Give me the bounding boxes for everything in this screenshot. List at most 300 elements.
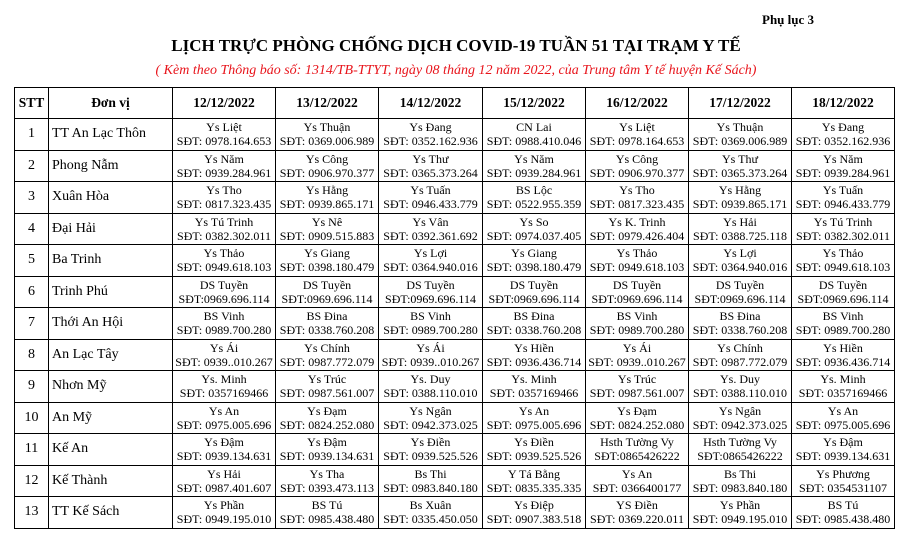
duty-cell <box>586 119 689 151</box>
staff-phone: SĐT: 0939.865.171 <box>279 197 375 212</box>
duty-cell <box>379 497 483 529</box>
row-stt: 13 <box>15 497 49 529</box>
table-row <box>15 150 895 182</box>
duty-cell <box>689 402 792 434</box>
staff-name: Ys Tuấn <box>410 183 451 198</box>
staff-phone: SĐT: 0946.433.779 <box>795 197 891 212</box>
staff-phone: SĐT: 0369.006.989 <box>692 134 788 149</box>
staff-name: Ys Năm <box>204 151 244 166</box>
staff-phone: SĐT: 0817.323.435 <box>589 197 685 212</box>
staff-name: Ys Thảo <box>616 246 658 261</box>
staff-name: Ys Trúc <box>307 372 347 387</box>
duty-cell <box>276 434 379 466</box>
duty-cell <box>173 497 276 529</box>
staff-phone: SĐT: 0985.438.480 <box>279 512 375 527</box>
staff-name: Ys Đậm <box>823 435 863 450</box>
staff-phone: SĐT: 0987.772.079 <box>279 354 375 369</box>
staff-name: Ys Lợi <box>723 246 757 261</box>
duty-cell <box>586 465 689 497</box>
staff-name: Ys Hiền <box>514 340 554 355</box>
row-unit: Kế Thành <box>49 465 173 497</box>
staff-name: Ys Tú Trinh <box>813 214 873 229</box>
staff-name: Bs Thi <box>723 466 757 481</box>
duty-cell <box>792 150 895 182</box>
duty-cell <box>276 182 379 214</box>
table-row <box>15 465 895 497</box>
staff-phone: SĐT: 0978.164.653 <box>176 134 272 149</box>
staff-phone: SĐT: 0364.940.016 <box>383 260 478 275</box>
staff-name: Ys Liệt <box>619 120 655 135</box>
duty-cell <box>379 182 483 214</box>
staff-name: Ys Chính <box>304 340 350 355</box>
staff-name: Ys An <box>621 466 653 481</box>
staff-phone: SĐT: 0987.401.607 <box>176 480 272 495</box>
row-unit: An Lạc Tây <box>49 339 173 371</box>
staff-phone: SĐT: 0388.110.010 <box>383 386 478 401</box>
staff-name: Ys Tú Trinh <box>194 214 254 229</box>
staff-name: Ys An <box>518 403 550 418</box>
duty-cell <box>276 245 379 277</box>
duty-cell <box>483 308 586 340</box>
staff-phone: SĐT: 0939.284.961 <box>795 165 891 180</box>
table-row <box>15 245 895 277</box>
staff-phone: SĐT: 0907.383.518 <box>486 512 582 527</box>
staff-name: Ys Tho <box>206 183 242 198</box>
staff-phone: SĐT: 0382.302.011 <box>796 228 890 243</box>
staff-phone: SĐT: 0989.700.280 <box>176 323 272 338</box>
staff-name: Ys Giang <box>304 246 350 261</box>
staff-phone: SĐT: 0946.433.779 <box>383 197 478 212</box>
staff-phone: SĐT: 0939.525.526 <box>486 449 582 464</box>
duty-cell <box>689 308 792 340</box>
staff-name: DS Tuyền <box>406 277 455 292</box>
staff-phone: SĐT: 0974.037.405 <box>486 228 582 243</box>
row-unit: Xuân Hòa <box>49 182 173 214</box>
staff-name: Ys. Minh <box>511 372 557 387</box>
staff-phone: SĐT: 0824.252.080 <box>589 417 685 432</box>
staff-name: DS Tuyền <box>199 277 249 292</box>
duty-cell <box>792 402 895 434</box>
table-row <box>15 182 895 214</box>
duty-cell <box>173 434 276 466</box>
header-date: 18/12/2022 <box>792 88 895 119</box>
duty-cell <box>689 245 792 277</box>
staff-phone: SĐT: 0939..010.267 <box>381 354 480 369</box>
staff-name: Ys Phần <box>719 498 761 513</box>
staff-phone: SĐT: 0939.525.526 <box>383 449 478 464</box>
duty-cell <box>689 182 792 214</box>
duty-cell <box>379 434 483 466</box>
staff-name: Ys Hằng <box>718 183 762 198</box>
staff-name: Bs Xuân <box>409 498 452 513</box>
staff-phone: SĐT: 0989.700.280 <box>383 323 478 338</box>
header-stt: STT <box>15 88 49 119</box>
duty-cell <box>586 339 689 371</box>
staff-phone: SĐT:0865426222 <box>697 449 783 464</box>
staff-name: Ys Thư <box>412 151 449 166</box>
row-unit: TT Kế Sách <box>49 497 173 529</box>
staff-name: BS Vinh <box>203 309 245 324</box>
duty-cell <box>792 276 895 308</box>
duty-cell <box>173 402 276 434</box>
staff-name: Ys. Minh <box>820 372 866 387</box>
staff-name: Ys Ái <box>209 340 239 355</box>
staff-phone: SĐT: 0824.252.080 <box>279 417 375 432</box>
duty-cell <box>483 276 586 308</box>
header-date: 13/12/2022 <box>276 88 379 119</box>
table-row <box>15 276 895 308</box>
staff-name: Ys Đậm <box>204 435 244 450</box>
staff-phone: SĐT: 0983.840.180 <box>692 480 788 495</box>
staff-name: Ys Thuận <box>716 120 764 135</box>
staff-phone: SĐT: 0357169466 <box>798 386 888 401</box>
duty-cell <box>379 245 483 277</box>
staff-phone: SĐT: 0835.335.335 <box>486 480 582 495</box>
row-unit: An Mỹ <box>49 402 173 434</box>
staff-name: BS Đina <box>719 309 761 324</box>
staff-phone: SĐT: 0369.220.011 <box>590 512 684 527</box>
staff-name: Ys. Duy <box>410 372 451 387</box>
table-row <box>15 371 895 403</box>
staff-name: Ys Đang <box>409 120 452 135</box>
table-row <box>15 119 895 151</box>
row-unit: Thới An Hội <box>49 308 173 340</box>
staff-phone: SĐT: 0949.195.010 <box>692 512 788 527</box>
duty-cell <box>483 213 586 245</box>
duty-cell <box>379 150 483 182</box>
staff-name: Hsth Tường Vy <box>600 435 674 450</box>
staff-phone: SĐT: 0817.323.435 <box>176 197 272 212</box>
row-unit: Trinh Phú <box>49 276 173 308</box>
table-row <box>15 497 895 529</box>
duty-cell <box>483 245 586 277</box>
table-row <box>15 339 895 371</box>
duty-cell <box>379 308 483 340</box>
staff-phone: SĐT: 0978.164.653 <box>589 134 685 149</box>
staff-name: DS Tuyền <box>818 277 868 292</box>
staff-name: Ys Đậm <box>307 435 347 450</box>
duty-cell <box>276 339 379 371</box>
staff-name: Bs Thi <box>414 466 447 481</box>
table-row <box>15 308 895 340</box>
header-date: 14/12/2022 <box>379 88 483 119</box>
staff-name: Ys Hiền <box>823 340 863 355</box>
staff-phone: SĐT:0969.696.114 <box>694 291 786 306</box>
row-unit: Kế An <box>49 434 173 466</box>
staff-phone: SĐT: 0939..010.267 <box>175 354 273 369</box>
staff-phone: SĐT: 0949.195.010 <box>176 512 272 527</box>
staff-phone: SĐT: 0939.865.171 <box>692 197 788 212</box>
staff-phone: SĐT: 0983.840.180 <box>383 480 478 495</box>
staff-phone: SĐT:0969.696.114 <box>591 291 683 306</box>
row-stt: 6 <box>15 276 49 308</box>
duty-cell <box>483 371 586 403</box>
duty-cell <box>173 213 276 245</box>
header-date: 17/12/2022 <box>689 88 792 119</box>
row-unit: Đại Hải <box>49 213 173 245</box>
header-date: 15/12/2022 <box>483 88 586 119</box>
staff-phone: SĐT: 0939.284.961 <box>176 165 272 180</box>
duty-cell <box>483 150 586 182</box>
row-stt: 12 <box>15 465 49 497</box>
duty-cell <box>173 339 276 371</box>
staff-phone: SĐT:0969.696.114 <box>488 291 580 306</box>
staff-name: DS Tuyền <box>302 277 352 292</box>
duty-cell <box>792 434 895 466</box>
staff-phone: SĐT: 0365.373.264 <box>383 165 478 180</box>
duty-cell <box>689 497 792 529</box>
staff-name: Ys Ngân <box>718 403 762 418</box>
duty-cell <box>379 276 483 308</box>
staff-name: Hsth Tường Vy <box>703 435 777 450</box>
staff-phone: SĐT: 0975.005.696 <box>176 417 272 432</box>
staff-phone: SĐT: 0989.700.280 <box>795 323 891 338</box>
staff-phone: SĐT: 0909.515.883 <box>279 228 375 243</box>
staff-phone: SĐT: 0942.373.025 <box>692 417 788 432</box>
staff-phone: SĐT: 0357169466 <box>179 386 269 401</box>
staff-phone: SĐT: 0338.760.208 <box>279 323 375 338</box>
header-unit: Đơn vị <box>49 88 173 119</box>
duty-cell <box>379 402 483 434</box>
staff-phone: SĐT: 0393.473.113 <box>280 480 374 495</box>
staff-phone: SĐT: 0939.134.631 <box>279 449 375 464</box>
staff-name: BS Vinh <box>822 309 864 324</box>
row-unit: Phong Nẫm <box>49 150 173 182</box>
staff-name: Ys Điệp <box>514 498 554 513</box>
staff-phone: SĐT: 0906.970.377 <box>279 165 375 180</box>
duty-cell <box>792 371 895 403</box>
duty-cell <box>586 213 689 245</box>
duty-cell <box>689 276 792 308</box>
table-header-row <box>15 88 895 119</box>
appendix-label: Phụ lục 3 <box>762 12 815 27</box>
staff-phone: SĐT:0865426222 <box>594 449 680 464</box>
staff-name: Ys Phương <box>816 466 870 481</box>
document-subtitle: ( Kèm theo Thông báo số: 1314/TB-TTYT, ngày 08 tháng 12 năm 2022, của Trung tâm Y tế huyện Kế Sách) <box>155 63 757 78</box>
duty-cell <box>379 213 483 245</box>
staff-phone: SĐT: 0987.561.007 <box>279 386 375 401</box>
staff-name: Ys Công <box>305 151 349 166</box>
staff-name: BS Tú <box>827 498 859 513</box>
row-stt: 2 <box>15 150 49 182</box>
staff-name: Ys Ái <box>622 340 652 355</box>
row-stt: 11 <box>15 434 49 466</box>
duty-cell <box>173 308 276 340</box>
row-unit: Nhơn Mỹ <box>49 371 173 403</box>
staff-phone: SĐT: 0382.302.011 <box>177 228 271 243</box>
staff-name: BS Tú <box>311 498 343 513</box>
staff-phone: SĐT: 0989.700.280 <box>589 323 685 338</box>
staff-phone: SĐT: 0939.134.631 <box>795 449 891 464</box>
staff-name: Ys Hải <box>207 466 241 481</box>
duty-cell <box>483 339 586 371</box>
duty-cell <box>586 182 689 214</box>
staff-phone: SĐT: 0369.006.989 <box>279 134 375 149</box>
duty-cell <box>276 119 379 151</box>
staff-name: Ys Phần <box>203 498 245 513</box>
staff-name: Ys Hằng <box>305 183 349 198</box>
header-date: 16/12/2022 <box>586 88 689 119</box>
staff-phone: SĐT: 0949.618.103 <box>795 260 891 275</box>
staff-phone: SĐT: 0354531107 <box>799 480 887 495</box>
staff-name: Ys Tha <box>309 466 345 481</box>
duty-cell <box>276 276 379 308</box>
staff-phone: SĐT: 0398.180.479 <box>279 260 375 275</box>
staff-name: Ys Thảo <box>822 246 864 261</box>
staff-phone: SĐT: 0388.110.010 <box>693 386 787 401</box>
staff-name: BS Vinh <box>410 309 451 324</box>
staff-phone: SĐT: 0985.438.480 <box>795 512 891 527</box>
staff-phone: SĐT: 0365.373.264 <box>692 165 788 180</box>
duty-cell <box>586 245 689 277</box>
duty-cell <box>276 402 379 434</box>
staff-phone: SĐT: 0936.436.714 <box>486 354 582 369</box>
staff-name: Ys Đạm <box>307 403 347 418</box>
staff-name: Ys. Minh <box>201 372 247 387</box>
staff-name: Ys Vân <box>412 214 449 229</box>
staff-name: Ys Tho <box>619 183 655 198</box>
staff-name: Ys Liệt <box>206 120 242 135</box>
duty-cell <box>689 434 792 466</box>
header-date: 12/12/2022 <box>173 88 276 119</box>
duty-cell <box>173 150 276 182</box>
duty-cell <box>792 497 895 529</box>
row-stt: 4 <box>15 213 49 245</box>
row-stt: 3 <box>15 182 49 214</box>
staff-phone: SĐT: 0939..010.267 <box>588 354 686 369</box>
duty-cell <box>586 150 689 182</box>
staff-name: Ys An <box>827 403 859 418</box>
staff-phone: SĐT: 0987.772.079 <box>692 354 788 369</box>
row-stt: 8 <box>15 339 49 371</box>
table-row <box>15 213 895 245</box>
duty-cell <box>276 150 379 182</box>
duty-schedule-table <box>14 87 895 529</box>
duty-cell <box>586 276 689 308</box>
staff-phone: SĐT: 0388.725.118 <box>693 228 787 243</box>
row-stt: 5 <box>15 245 49 277</box>
staff-name: Ys So <box>519 214 549 229</box>
duty-cell <box>173 182 276 214</box>
staff-name: Ys K. Trinh <box>608 214 666 229</box>
staff-name: BS Đina <box>513 309 555 324</box>
staff-phone: SĐT: 0942.373.025 <box>383 417 478 432</box>
staff-phone: SĐT: 0939.134.631 <box>176 449 272 464</box>
staff-phone: SĐT: 0392.361.692 <box>383 228 478 243</box>
staff-phone: SĐT: 0906.970.377 <box>589 165 685 180</box>
row-stt: 1 <box>15 119 49 151</box>
staff-phone: SĐT: 0352.162.936 <box>795 134 891 149</box>
duty-cell <box>792 339 895 371</box>
duty-cell <box>276 465 379 497</box>
staff-phone: SĐT: 0975.005.696 <box>795 417 891 432</box>
duty-cell <box>792 465 895 497</box>
duty-cell <box>792 182 895 214</box>
staff-phone: SĐT: 0987.561.007 <box>589 386 685 401</box>
staff-phone: SĐT: 0357169466 <box>489 386 579 401</box>
duty-cell <box>173 371 276 403</box>
row-unit: Ba Trinh <box>49 245 173 277</box>
staff-name: BS Vinh <box>616 309 658 324</box>
staff-name: DS Tuyền <box>612 277 662 292</box>
staff-name: Ys Thảo <box>203 246 245 261</box>
duty-cell <box>792 245 895 277</box>
duty-cell <box>276 308 379 340</box>
duty-cell <box>483 182 586 214</box>
staff-name: Y Tá Bằng <box>508 466 560 481</box>
row-stt: 7 <box>15 308 49 340</box>
staff-name: Ys Tuấn <box>822 183 864 198</box>
staff-name: Ys Lợi <box>413 246 448 261</box>
duty-cell <box>586 497 689 529</box>
staff-name: Ys Thuận <box>303 120 351 135</box>
duty-cell <box>483 119 586 151</box>
duty-cell <box>276 371 379 403</box>
staff-name: DS Tuyền <box>715 277 765 292</box>
duty-cell <box>483 465 586 497</box>
staff-phone: SĐT:0969.696.114 <box>797 291 889 306</box>
staff-phone: SĐT: 0979.426.404 <box>589 228 685 243</box>
duty-cell <box>586 308 689 340</box>
duty-cell <box>792 213 895 245</box>
duty-cell <box>276 213 379 245</box>
staff-phone: SĐT: 0352.162.936 <box>383 134 478 149</box>
duty-cell <box>379 119 483 151</box>
row-stt: 10 <box>15 402 49 434</box>
row-stt: 9 <box>15 371 49 403</box>
duty-cell <box>689 213 792 245</box>
duty-cell <box>689 339 792 371</box>
staff-phone: SĐT: 0338.760.208 <box>692 323 788 338</box>
staff-name: Ys Hải <box>723 214 757 229</box>
duty-cell <box>483 434 586 466</box>
staff-name: Ys Điền <box>514 435 554 450</box>
staff-phone: SĐT: 0366400177 <box>592 480 682 495</box>
duty-cell <box>689 371 792 403</box>
staff-phone: SĐT: 0522.955.359 <box>486 197 582 212</box>
staff-name: Ys Thư <box>722 151 758 166</box>
duty-cell <box>586 371 689 403</box>
duty-cell <box>483 402 586 434</box>
staff-name: Ys An <box>208 403 240 418</box>
staff-name: YS Điền <box>616 498 658 513</box>
staff-phone: SĐT: 0939.284.961 <box>486 165 582 180</box>
document-title: LỊCH TRỰC PHÒNG CHỐNG DỊCH COVID-19 TUẦN 51 TẠI TRẠM Y TẾ <box>171 36 741 55</box>
duty-cell <box>379 371 483 403</box>
staff-phone: SĐT: 0949.618.103 <box>176 260 272 275</box>
staff-name: BS Đina <box>306 309 348 324</box>
staff-name: BS Lộc <box>515 183 553 198</box>
duty-cell <box>173 119 276 151</box>
staff-name: DS Tuyền <box>509 277 559 292</box>
staff-phone: SĐT: 0335.450.050 <box>383 512 478 527</box>
staff-name: Ys Giang <box>511 246 557 261</box>
staff-name: Ys Đang <box>821 120 865 135</box>
staff-name: Ys. Duy <box>719 372 760 387</box>
staff-phone: SĐT: 0398.180.479 <box>486 260 582 275</box>
staff-phone: SĐT: 0988.410.046 <box>486 134 582 149</box>
duty-cell <box>689 465 792 497</box>
staff-phone: SĐT: 0364.940.016 <box>692 260 788 275</box>
staff-name: Ys Chính <box>717 340 763 355</box>
duty-cell <box>689 119 792 151</box>
duty-cell <box>483 497 586 529</box>
staff-phone: SĐT:0969.696.114 <box>281 291 373 306</box>
duty-cell <box>173 245 276 277</box>
staff-name: Ys Công <box>615 151 659 166</box>
table-row <box>15 402 895 434</box>
table-row <box>15 434 895 466</box>
